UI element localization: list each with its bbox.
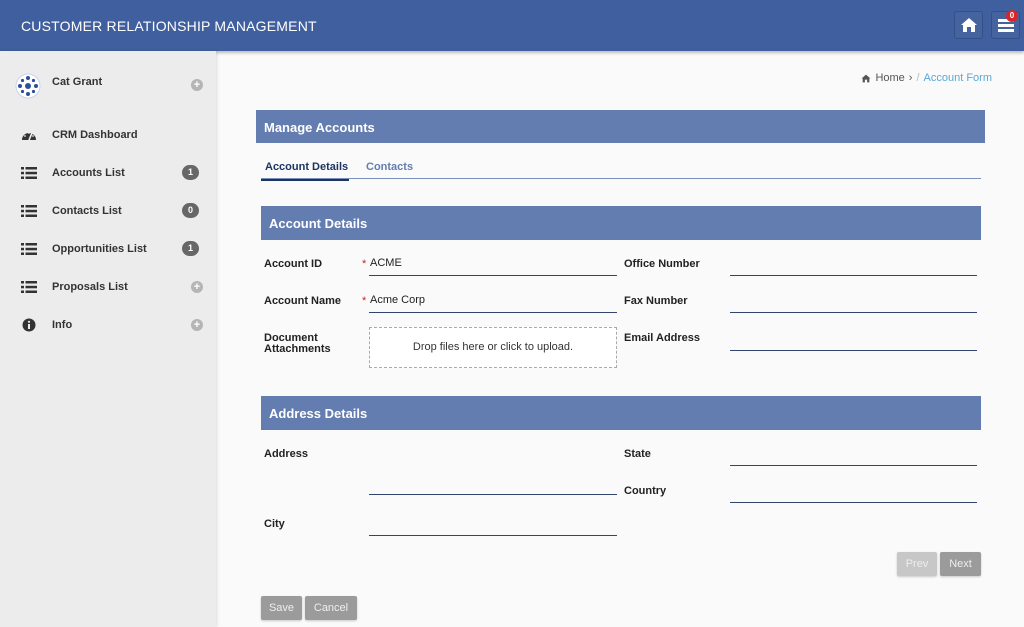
file-dropzone[interactable]: Drop files here or click to upload. (369, 327, 617, 368)
country-label: Country (624, 485, 667, 497)
notifications-button[interactable] (991, 11, 1020, 39)
sidebar-item-label: Info (52, 319, 73, 331)
breadcrumb-separator: › (908, 72, 913, 84)
sidebar (0, 51, 216, 627)
city-input[interactable] (369, 514, 617, 536)
required-marker: * (362, 295, 367, 307)
account-name-input[interactable]: Acme Corp (369, 291, 617, 313)
attachments-label-line1: Document (264, 332, 318, 344)
sidebar-item-info[interactable] (0, 310, 216, 340)
email-address-input[interactable] (730, 329, 977, 351)
info-icon (21, 318, 37, 332)
sidebar-item-label: CRM Dashboard (52, 129, 138, 141)
tab-bar (261, 157, 981, 179)
office-number-input[interactable] (730, 254, 977, 276)
list-icon (21, 280, 37, 294)
account-name-label: Account Name (264, 295, 342, 307)
list-icon (21, 242, 37, 256)
avatar-icon (15, 73, 41, 99)
fax-number-input[interactable] (730, 291, 977, 313)
fax-number-label: Fax Number (624, 295, 688, 307)
breadcrumb (861, 72, 992, 84)
state-label: State (624, 448, 651, 460)
sidebar-item-label: Contacts List (52, 205, 122, 217)
tab-contacts[interactable]: Contacts (366, 161, 414, 173)
user-name: Cat Grant (52, 76, 103, 88)
plus-icon[interactable]: + (191, 281, 203, 293)
home-icon (861, 74, 871, 83)
save-button[interactable]: Save (261, 596, 302, 620)
home-button[interactable] (954, 11, 983, 39)
notification-count-badge: 0 (1006, 10, 1018, 22)
user-expand-icon[interactable]: + (191, 79, 203, 91)
required-marker: * (362, 258, 367, 270)
plus-icon[interactable]: + (191, 319, 203, 331)
top-bar (0, 0, 1024, 51)
next-button[interactable]: Next (940, 552, 981, 576)
address-input[interactable] (369, 473, 617, 495)
sidebar-item-label: Proposals List (52, 281, 128, 293)
city-label: City (264, 518, 285, 530)
address-label: Address (264, 448, 309, 460)
sidebar-item-opportunities-list[interactable] (0, 234, 216, 264)
account-id-label: Account ID (264, 258, 323, 270)
sidebar-item-accounts-list[interactable] (0, 158, 216, 188)
account-id-input[interactable]: ACME (369, 254, 617, 276)
sidebar-item-label: Opportunities List (52, 243, 147, 255)
sidebar-item-crm-dashboard[interactable] (0, 120, 216, 150)
breadcrumb-current[interactable]: Account Form (923, 72, 992, 84)
home-icon (960, 17, 978, 33)
count-badge: 0 (182, 203, 199, 218)
cancel-button[interactable]: Cancel (305, 596, 357, 620)
state-input[interactable] (730, 444, 977, 466)
tab-account-details[interactable]: Account Details (261, 161, 349, 181)
app-title: CUSTOMER RELATIONSHIP MANAGEMENT (21, 18, 317, 34)
account-details-header: Account Details (261, 206, 981, 240)
office-number-label: Office Number (624, 258, 700, 270)
dashboard-icon (21, 128, 37, 142)
breadcrumb-separator: / (916, 72, 920, 84)
breadcrumb-home[interactable]: Home (875, 72, 905, 84)
country-input[interactable] (730, 481, 977, 503)
count-badge: 1 (182, 165, 199, 180)
attachments-label-line2: Attachments (264, 343, 331, 355)
count-badge: 1 (182, 241, 199, 256)
list-icon (21, 166, 37, 180)
sidebar-item-contacts-list[interactable] (0, 196, 216, 226)
sidebar-item-proposals-list[interactable] (0, 272, 216, 302)
prev-button[interactable]: Prev (897, 552, 937, 576)
email-address-label: Email Address (624, 332, 701, 344)
user-profile[interactable] (0, 69, 216, 105)
address-details-header: Address Details (261, 396, 981, 430)
page-title: Manage Accounts (256, 110, 985, 143)
list-icon (21, 204, 37, 218)
sidebar-item-label: Accounts List (52, 167, 125, 179)
